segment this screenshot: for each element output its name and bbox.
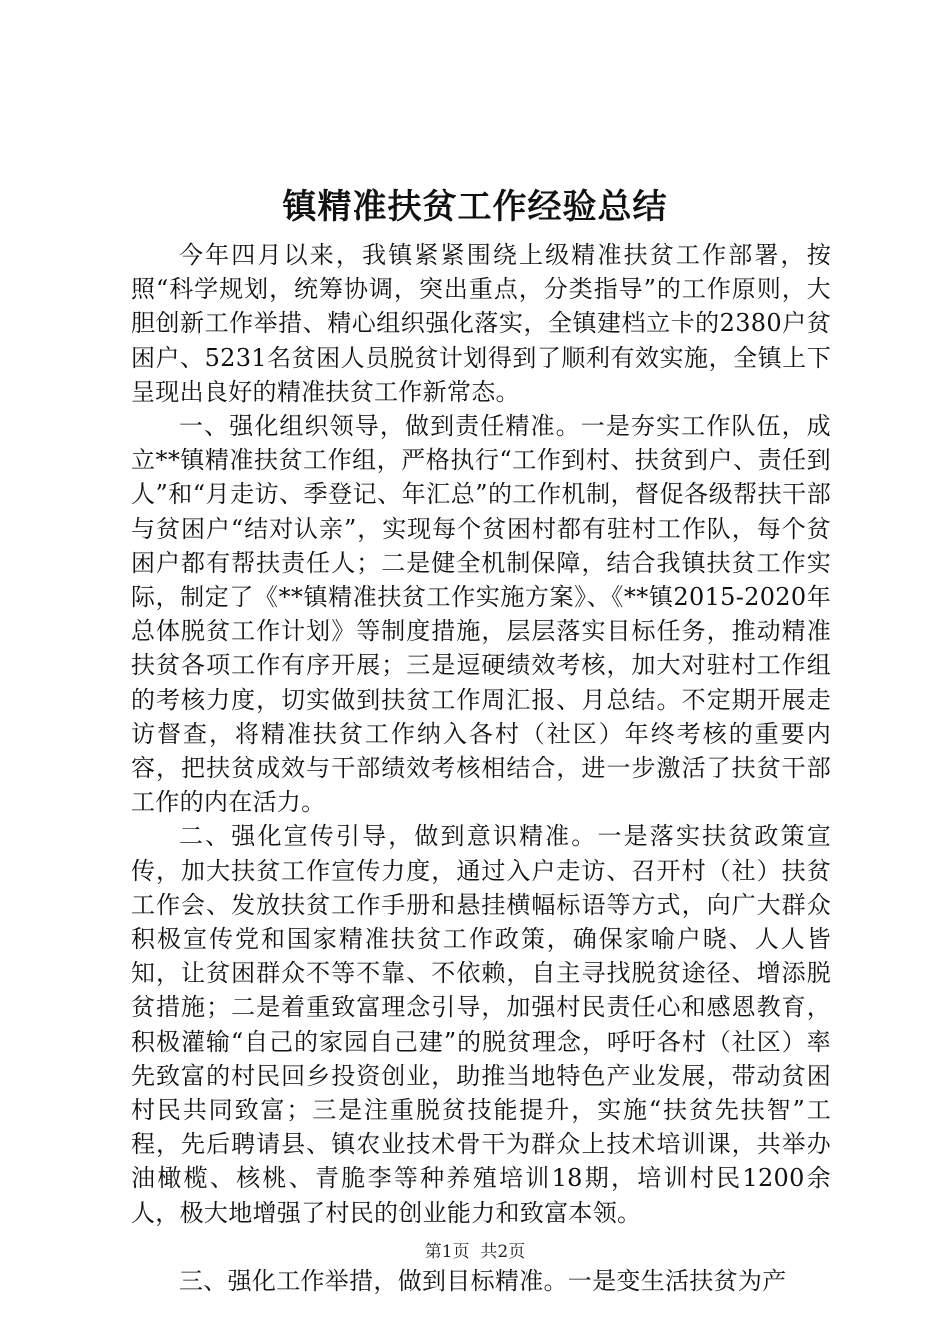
page-footer: [0, 1240, 950, 1264]
page-total: 共2页: [480, 1242, 526, 1262]
page-number: 第1页: [424, 1242, 470, 1262]
paragraph-section-1: 一、强化组织领导，做到责任精准。一是夯实工作队伍，成立**镇精准扶贫工作组，严格执行“工作到村、扶贫到户、责任到人”和“月走访、季登记、年汇总”的工作机制，督促各级帮扶干部与贫困户“结对认亲”，实现每个贫困村都有驻村工作队，每个贫困户都有帮扶责任人；二是健全机制保障，结合我镇扶贫工作实际，制定了《**镇精准扶贫工作实施方案》、《**镇2015-2020年总体脱贫工作计划》等制度措施，层层落实目标任务，推动精准扶贫各项工作有序开展；三是逗硬绩效考核，加大对驻村工作组的考核力度，切实做到扶贫工作周汇报、月总结。不定期开展走访督查，将精准扶贫工作纳入各村（社区）年终考核的重要内容，把扶贫成效与干部绩效考核相结合，进一步激活了扶贫干部工作的内在活力。: [131, 412, 831, 817]
paragraph-intro: 今年四月以来，我镇紧紧围绕上级精准扶贫工作部署，按照“科学规划，统筹协调，突出重点，分类指导”的工作原则，大胆创新工作举措、精心组织强化落实，全镇建档立卡的2380户贫困户、5231名贫困人员脱贫计划得到了顺利有效实施，全镇上下呈现出良好的精准扶贫工作新常态。: [131, 241, 831, 406]
paragraph-section-3: 三、强化工作举措，做到目标精准。一是变生活扶贫为产: [179, 1266, 787, 1295]
document-body: [131, 238, 831, 1298]
paragraph-section-2: 二、强化宣传引导，做到意识精准。一是落实扶贫政策宣传，加大扶贫工作宣传力度，通过入户走访、召开村（社）扶贫工作会、发放扶贫工作手册和悬挂横幅标语等方式，向广大群众积极宣传党和国家精准扶贫工作政策，确保家喻户晓、人人皆知，让贫困群众不等不靠、不依赖，自主寻找脱贫途径、增添脱贫措施；二是着重致富理念引导，加强村民责任心和感恩教育，积极灌输“自己的家园自己建”的脱贫理念，呼吁各村（社区）率先致富的村民回乡投资创业，助推当地特色产业发展，带动贫困村民共同致富；三是注重脱贫技能提升，实施“扶贫先扶智”工程，先后聘请县、镇农业技术骨干为群众上技术培训课，共举办油橄榄、核桃、青脆李等种养殖培训18期，培训村民1200余人，极大地增强了村民的创业能力和致富本领。: [131, 822, 831, 1227]
footer-spacer: [470, 1242, 481, 1262]
document-title: 镇精准扶贫工作经验总结: [282, 187, 668, 227]
